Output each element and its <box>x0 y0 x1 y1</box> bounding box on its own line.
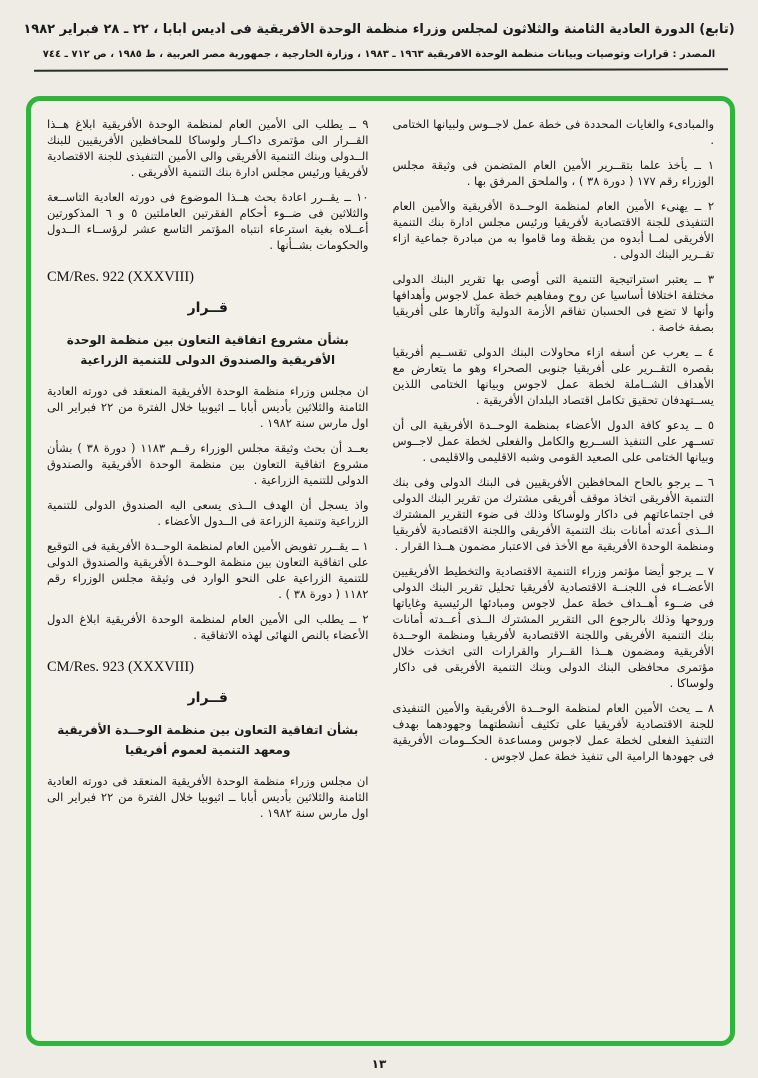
paragraph: بعــد أن بحث وثيقة مجلس الوزراء رقــم ١١٨٣ ( دورة ٣٨ ) بشأن مشروع اتفاقية التعاون بين منظمة الوحدة الأفريقية والصندوق الدولى للتنمية الزراعية . <box>47 441 369 487</box>
paragraph: ٤ ــ يعرب عن أسفه ازاء محاولات البنك الدولى تقســيم أفريقيا بقصره التقــرير على أفريقيا جنوبى الصحراء وهو ما يتعارض مع الأهداف الشــاملة لخطة عمل لاجوس وبيانها الختامى اللذين يســتهدفان تحقيق تكامل اقتصاد البلدان الأفريقية . <box>392 345 714 407</box>
paragraph: ان مجلس وزراء منظمة الوحدة الأفريقية المنعقد فى دورته العادية الثامنة والثلاثين بأديس أبابا ــ اثيوبيا خلال الفترة من ٢٢ فبراير الى اول مارس سنة ١٩٨٢ . <box>47 384 369 430</box>
session-title: (تابع) الدورة العادية الثامنة والثلاثون لمجلس وزراء منظمة الوحدة الأفريقية فى أديس أبابا ، ٢٢ ـ ٢٨ فبراير ١٩٨٢ <box>23 22 735 37</box>
resolution-subject: بشأن مشروع اتفاقية التعاون بين منظمة الوحدة الأفريقية والصندوق الدولى للتنمية الزراعية <box>66 333 349 367</box>
resolution-ref-922: CM/Res. 922 (XXXVIII) <box>47 269 194 285</box>
divider-line <box>34 68 728 71</box>
resolution-ref-923: CM/Res. 923 (XXXVIII) <box>47 659 194 675</box>
resolution-heading: قــرار <box>187 690 228 706</box>
paragraph: ١٠ ــ يقــرر اعادة بحث هــذا الموضوع فى دورته العادية التاســعة والثلاثين فى ضــوء أحكام الفقرتين العاملتين ٥ و ٦ المذكورتين أعــلاه بغية استرعاء انتباه المؤتمر التاسع عشر لرؤســاء الــدول والحكومات بشــأنها . <box>47 190 369 252</box>
paragraph: ٣ ــ يعتبر استراتيجية التنمية التى أوصى بها تقرير البنك الدولى مختلفة اختلافا أساسيا عن روح ومفاهيم خطة عمل لاجوس وأهدافها وأنها لا تضع فى الحسبان تفاقم الأزمة الدولية وآثارها على أفريقيا بصفة خاصة . <box>392 272 714 334</box>
paragraph: ان مجلس وزراء منظمة الوحدة الأفريقية المنعقد فى دورته العادية الثامنة والثلاثين بأديس أبابا ــ اثيوبيا خلال الفترة من ٢٢ فبراير الى اول مارس سنة ١٩٨٢ . <box>47 774 369 820</box>
page-number: ١٣ <box>371 1057 387 1071</box>
content-frame <box>26 96 735 1046</box>
paragraph: والمبادىء والغايات المحددة فى خطة عمل لاجــوس ولبيانها الختامى . <box>392 117 714 147</box>
paragraph: ٩ ــ يطلب الى الأمين العام لمنظمة الوحدة الأفريقية ابلاغ هــذا القــرار الى مؤتمرى داكــار ولوساكا للمحافظين الأفريقيين للبنك الــدولى وبنك التنمية الأفريقى والى الأمين التنفيذى للجنة الاقتصادية لأفريقيا ورئيس مجلس ادارة بنك التنمية الأفريقى . <box>47 117 369 179</box>
page-header <box>0 0 758 71</box>
resolution-heading: قــرار <box>187 300 228 316</box>
paragraph: ٦ ــ يرجو بالحاح المحافظين الأفريقيين فى البنك الدولى وفى بنك التنمية الأفريقى اتخاذ موقف أفريقى مشترك من تقرير البنك الدولى فى اجتماعاتهم فى داكار ولوساكا وذلك فى ضوء التقرير المشترك الــذى أعدته أمانات بنك التنمية الأفريقى واللجنة الاقتصادية لأفريقيا ومنظمة الوحدة الأفريقية مع الأخذ فى الاعتبار مضمون هــذا القرار . <box>392 475 714 553</box>
source-line: المصدر : قرارات وتوصيات وبيانات منظمة الوحدة الأفريقية ١٩٦٣ ـ ١٩٨٣ ، وزارة الخارجية ، جمهورية مصر العربية ، ط ١٩٨٥ ، ص ٧١٢ ـ ٧٤٤ <box>42 49 716 60</box>
paragraph: ٢ ــ يطلب الى الأمين العام لمنظمة الوحدة الأفريقية ابلاغ الدول الأعضاء بالنص النهائى لهذه الاتفاقية . <box>47 612 369 642</box>
column-left <box>47 116 369 1026</box>
column-right <box>393 116 715 1026</box>
two-column-layout <box>47 116 714 1026</box>
paragraph: ٧ ــ يرجو أيضا مؤتمر وزراء التنمية الاقتصادية والتخطيط الأفريقيين الأعضــاء فى اللجنــة الاقتصادية لأفريقيا تحليل تقرير البنك الدولى فى ضــوء أهــداف خطة عمل لاجوس ومبادئها الرئيسية وغاياتها وروحها وذلك بالرجوع الى التقرير المشترك الــذى أعــدته أمانات بنك التنمية الأفريقى واللجنة الاقتصادية لأفريقيا ومنظمة الوحــدة الأفريقية ومضمون هــذا القــرار والقرارات التى اتخذت خلال مؤتمرى محافظى البنك الدولى وبنك التنمية الأفريقى فى داكار ولوساكا . <box>392 564 714 690</box>
paragraph: واذ يسجل أن الهدف الــذى يسعى اليه الصندوق الدولى للتنمية الزراعية وتنمية الزراعة فى الــدول الأعضاء . <box>47 498 369 528</box>
paragraph: ١ ــ يأخذ علما بتقــرير الأمين العام المتضمن فى وثيقة مجلس الوزراء رقم ١٧٧ ( دورة ٣٨ ) ، والملحق المرفق بها . <box>392 158 714 188</box>
paragraph: ٨ ــ يحث الأمين العام لمنظمة الوحــدة الأفريقية والأمين التنفيذى للجنة الاقتصادية لأفريقيا على تكثيف أنشطتهما وجهودهما بهدف التنفيذ الفعلى لخطة عمل لاجوس ومساعدة الحكــومات الأفريقية فى جهودها الرامية الى تنفيذ خطة عمل لاجوس . <box>392 701 714 763</box>
paragraph: ٥ ــ يدعو كافة الدول الأعضاء بمنظمة الوحــدة الأفريقية الى أن تســهر على التنفيذ الســريع والكامل والفعلى لخطة عمل لاجــوس وبيانها الختامى على الصعيد القومى وشبه الاقليمى والاقليمى . <box>392 418 714 464</box>
paragraph: ١ ــ يقــرر تفويض الأمين العام لمنظمة الوحــدة الأفريقية فى التوقيع على اتفاقية التعاون بين منظمة الوحــدة الأفريقية والصندوق الدولى للتنمية الزراعية على النحو الوارد فى وثيقة مجلس الوزراء رقم ١١٨٢ ( دورة ٣٨ ) . <box>47 539 369 601</box>
resolution-subject: بشأن اتفاقية التعاون بين منظمة الوحــدة الأفريقية ومعهد التنمية لعموم أفريقيا <box>57 723 359 757</box>
paragraph: ٢ ــ يهنىء الأمين العام لمنظمة الوحــدة الأفريقية والأمين العام التنفيذى للجنة الاقتصادية لأفريقيا ورئيس مجلس ادارة بنك التنمية الأفريقى لمــا أبدوه من يقظة وما قاموا به من مبادرة جماعية ازاء تقــرير البنك الدولى . <box>392 199 714 261</box>
